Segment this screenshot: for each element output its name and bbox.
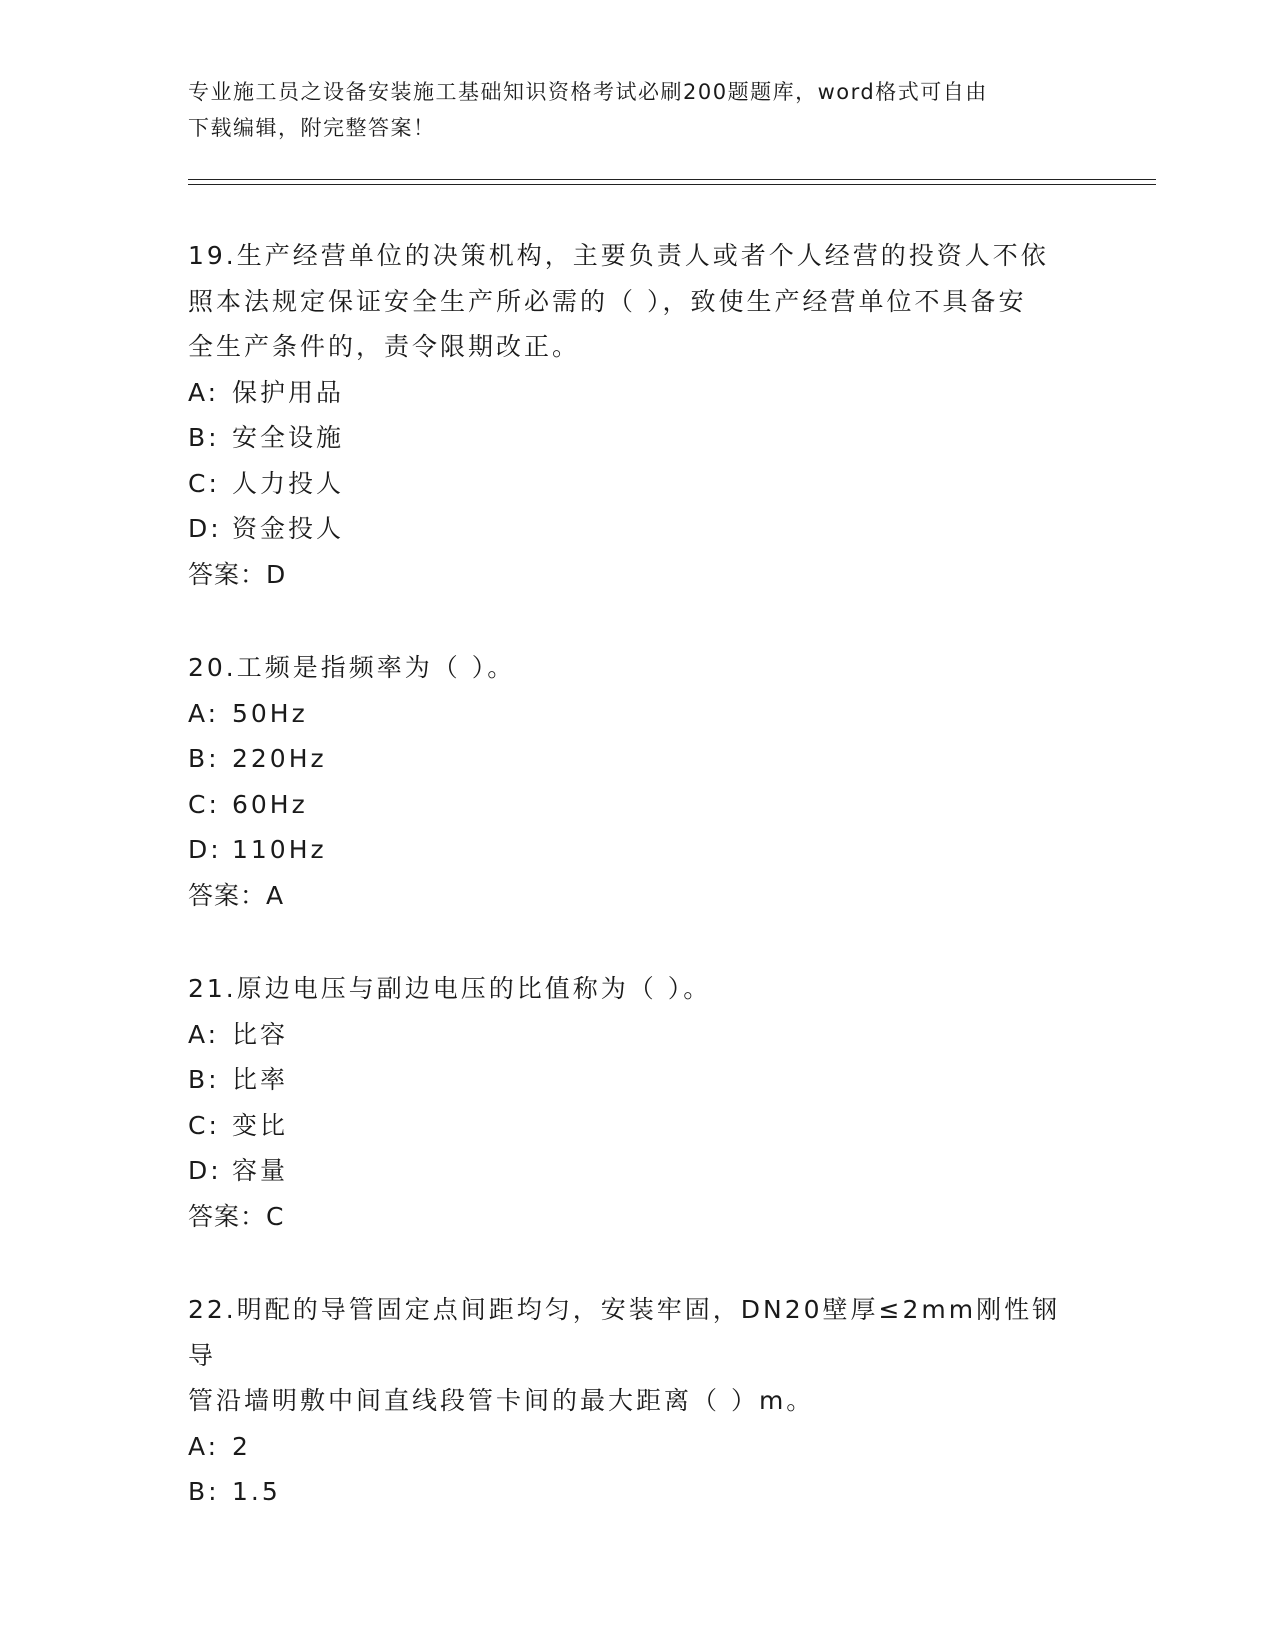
option-text: 安全设施 — [232, 423, 345, 452]
option-label: C: — [188, 1110, 220, 1140]
option-text: 60Hz — [232, 789, 308, 819]
question-list — [188, 233, 1088, 1563]
option-text: 1.5 — [232, 1477, 281, 1506]
stem-line: 20.工频是指频率为（ ）。 — [188, 653, 516, 682]
question-21 — [188, 966, 1088, 1239]
option-label: B: — [188, 1065, 220, 1094]
option-a — [188, 691, 1088, 737]
option-text: 保护用品 — [232, 377, 345, 407]
header-line-2: 下载编辑，附完整答案！ — [188, 116, 436, 140]
stem-line: 21.原边电压与副边电压的比值称为（ ）。 — [188, 974, 712, 1003]
option-c — [188, 1103, 1088, 1149]
option-label: A: — [188, 698, 220, 728]
question-20 — [188, 645, 1088, 918]
option-b — [188, 415, 1088, 461]
option-text: 容量 — [232, 1156, 289, 1185]
option-text: 资金投人 — [232, 514, 345, 543]
answer-text: 答案：A — [188, 880, 285, 910]
option-text: 2 — [232, 1431, 251, 1461]
option-b — [188, 1057, 1088, 1103]
question-stem — [188, 1287, 1088, 1424]
document-header — [188, 74, 1088, 146]
question-19 — [188, 233, 1088, 597]
header-line-1: 专业施工员之设备安装施工基础知识资格考试必刷200题题库，word格式可自由 — [188, 80, 988, 104]
option-a — [188, 370, 1088, 416]
option-c — [188, 782, 1088, 828]
option-b — [188, 736, 1088, 782]
question-stem — [188, 966, 1088, 1012]
question-stem — [188, 233, 1088, 370]
option-text: 220Hz — [232, 744, 327, 773]
option-label: A: — [188, 1019, 220, 1049]
option-a — [188, 1012, 1088, 1058]
stem-line: 管沿墙明敷中间直线段管卡间的最大距离（ ）m。 — [188, 1386, 815, 1415]
option-label: A: — [188, 377, 220, 407]
option-d — [188, 506, 1088, 552]
stem-line: 22.明配的导管固定点间距均匀，安装牢固，DN20壁厚≤2mm刚性钢导 — [188, 1295, 1061, 1370]
answer-text: 答案：C — [188, 1201, 285, 1231]
option-text: 50Hz — [232, 698, 308, 728]
option-text: 人力投人 — [232, 468, 345, 498]
option-text: 变比 — [232, 1110, 289, 1140]
option-label: B: — [188, 1477, 220, 1506]
option-d — [188, 827, 1088, 873]
option-label: A: — [188, 1431, 220, 1461]
option-a — [188, 1424, 1088, 1470]
header-divider-top — [188, 179, 1156, 180]
option-text: 比容 — [232, 1019, 289, 1049]
option-text: 比率 — [232, 1065, 289, 1094]
option-label: B: — [188, 744, 220, 773]
option-label: D: — [188, 1156, 222, 1185]
option-label: C: — [188, 468, 220, 498]
question-stem — [188, 645, 1088, 691]
option-label: D: — [188, 514, 222, 543]
option-d — [188, 1148, 1088, 1194]
question-22 — [188, 1287, 1088, 1515]
option-label: B: — [188, 423, 220, 452]
option-label: D: — [188, 835, 222, 864]
stem-line: 全生产条件的，责令限期改正。 — [188, 332, 581, 361]
stem-line: 19.生产经营单位的决策机构，主要负责人或者个人经营的投资人不依 — [188, 241, 1049, 270]
answer-text: 答案：D — [188, 559, 287, 589]
option-label: C: — [188, 789, 220, 819]
option-b — [188, 1469, 1088, 1515]
option-c — [188, 461, 1088, 507]
header-divider-bottom — [188, 184, 1156, 185]
stem-line: 照本法规定保证安全生产所必需的（ ），致使生产经营单位不具备安 — [188, 286, 1027, 316]
option-text: 110Hz — [232, 835, 327, 864]
